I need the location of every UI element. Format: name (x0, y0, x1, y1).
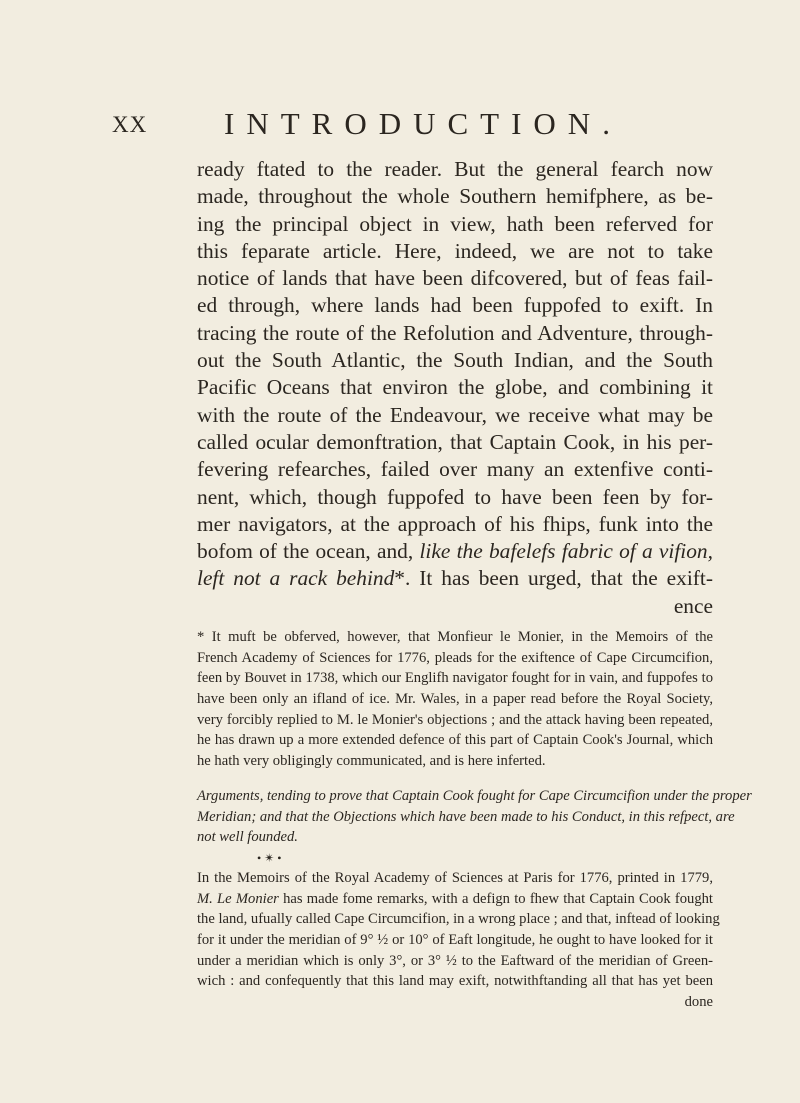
text-line: ed through, where lands had been fuppofed to exift. In (197, 293, 713, 318)
text-line: ence (673, 593, 713, 618)
footnote-marker: *. (394, 566, 411, 591)
heading-run: Meridian (197, 808, 252, 825)
text-line: this feparate article. Here, indeed, we are not to take (197, 238, 713, 263)
text-line: ready ftated to the reader. But the general fearch now (197, 157, 713, 181)
footnote-line: have been only an ifland of ice. Mr. Wales, in a paper read before the Royal Society, (197, 691, 713, 708)
heading-run: not well founded. (197, 829, 298, 846)
text-line: out the South Atlantic, the South Indian, and the South (197, 348, 713, 373)
heading-run: tending to prove that Captain Cook fought for Cape Circumcifion under the proper (267, 787, 752, 804)
text-line: fevering refearches, failed over many an extenfive conti- (197, 457, 713, 482)
text-line: ing the principal object in view, hath been referved for (197, 211, 713, 236)
text-line: with the route of the Endeavour, we receive what may be (197, 402, 713, 427)
author-name: M. Le Monier (197, 890, 279, 907)
footnote-line: very forcibly replied to M. le Monier's objections ; and the attack having been repeated, (197, 711, 713, 728)
text-line (197, 565, 713, 592)
italic-quote: left not a rack behind (197, 566, 395, 591)
argument-line (197, 889, 713, 910)
argument-heading-line (197, 807, 735, 828)
text-line (197, 538, 713, 565)
text-run: has made fome remarks, with a defign to fhew that Captain Cook fought (283, 890, 713, 907)
argument-line: the land, ufually called Cape Circumcifion, in a wrong place ; and that, inftead of looking (197, 911, 720, 928)
catchword: done (684, 994, 713, 1011)
text-line: made, throughout the whole Southern hemifphere, as be- (197, 184, 713, 209)
footnote (197, 627, 713, 772)
text-line: nent, which, though fuppofed to have been feen by for- (197, 484, 713, 509)
arguments-section (197, 786, 752, 1013)
footnote-line: French Academy of Sciences for 1776, pleads for the exiftence of Cape Circumcifion, (197, 649, 713, 666)
running-head: INTRODUCTION. (224, 106, 622, 141)
footnote-line: he has drawn up a more extended defence of this part of Captain Cook's Journal, which (197, 732, 713, 749)
footnote-line: feen by Bouvet in 1738, which our Englifh navigator fought for in vain, and fuppofes to (197, 670, 713, 687)
argument-line: for it under the meridian of 9° ½ or 10° of Eaft longitude, he ought to have looked for it (197, 931, 713, 948)
text-line: notice of lands that have been difcovered, but of feas fail- (197, 266, 713, 291)
main-paragraph (197, 156, 713, 620)
text-line: mer navigators, at the approach of his fhips, funk into the (197, 511, 713, 536)
text-line: Pacific Oceans that environ the globe, and combining it (197, 375, 713, 400)
argument-line: wich : and confequently that this land may exift, notwithftanding all that has yet been (197, 973, 713, 990)
footnote-line: * It muft be obferved, however, that Monfieur le Monier, in the Memoirs of the (197, 629, 713, 646)
footnote-line: he hath very obligingly communicated, and is here inferted. (197, 753, 546, 770)
italic-quote: like the bafelefs fabric of a vifion, (419, 539, 713, 564)
heading-run: ; and that the Objections which have been made to his Conduct, in this refpect, are (251, 808, 735, 825)
page-number: XX (112, 112, 148, 137)
text-column (197, 156, 752, 1013)
text-run: It has been urged, that the exift- (419, 566, 713, 591)
text-run: bofom of the ocean, and, (197, 539, 414, 564)
argument-heading-line (197, 827, 713, 848)
text-line: tracing the route of the Refolution and Adventure, through- (197, 320, 713, 345)
text-line: called ocular demonftration, that Captain Cook, in his per- (197, 429, 713, 454)
argument-heading-line (197, 786, 752, 807)
argument-line: under a meridian which is only 3°, or 3° ½ to the Eaftward of the meridian of Green- (197, 952, 713, 969)
heading-run: Arguments, (197, 787, 264, 804)
argument-line: In the Memoirs of the Royal Academy of Sciences at Paris for 1776, printed in 1779, (197, 869, 713, 886)
ornament-divider: • ✴ • (257, 850, 282, 865)
page-header (112, 106, 712, 146)
